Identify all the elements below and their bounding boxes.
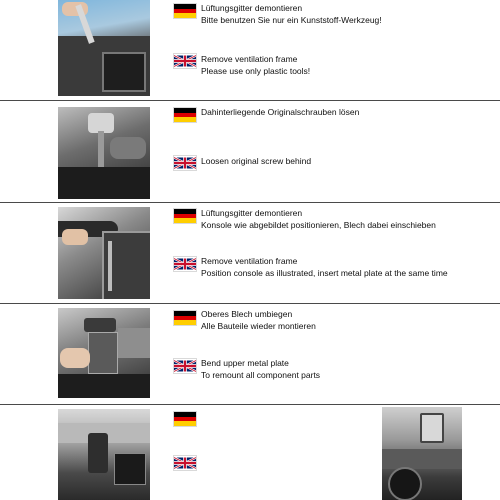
text-line: Bend upper metal plate [201,358,289,368]
step-1-german-text [201,3,382,26]
german-flag-icon [174,4,196,18]
text-line: Remove ventilation frame [201,256,298,266]
step-4-english-text [201,358,320,381]
german-flag-icon [174,311,196,325]
uk-flag-icon [174,156,196,170]
uk-flag-icon [174,257,196,271]
text-line: Lüftungsgitter demontieren [201,208,303,218]
step-1-photo [58,0,150,96]
step-4-german-text [201,309,316,332]
text-line: Oberes Blech umbiegen [201,309,293,319]
german-flag-icon [174,412,196,426]
step-2-german-text [201,107,359,119]
instruction-step-2 [0,101,500,202]
step-5-photo-right [382,407,462,500]
step-2-photo [58,107,150,199]
instruction-step-1 [0,0,500,100]
step-5-photo-left [58,409,150,500]
step-2-english-text [201,156,311,168]
text-line: Position console as illustrated, insert metal plate at the same time [201,267,448,278]
uk-flag-icon [174,456,196,470]
text-line: Alle Bauteile wieder montieren [201,320,316,331]
text-line: To remount all component parts [201,369,321,380]
german-flag-icon [174,209,196,223]
text-line: Please use only plastic tools! [201,65,311,76]
german-flag-icon [174,108,196,122]
step-3-english-text [201,256,448,279]
step-3-german-text [201,208,436,231]
text-line: Konsole wie abgebildet positionieren, Blech dabei einschieben [201,219,436,230]
text-line: Remove ventilation frame [201,54,298,64]
instruction-step-4 [0,304,500,404]
uk-flag-icon [174,54,196,68]
step-3-photo [58,207,150,299]
text-line: Dahinterliegende Originalschrauben lösen [201,107,360,117]
text-line: Lüftungsgitter demontieren [201,3,303,13]
instruction-step-5 [0,405,500,500]
text-line: Loosen original screw behind [201,156,312,166]
uk-flag-icon [174,359,196,373]
instruction-step-3 [0,203,500,303]
step-4-photo [58,308,150,398]
text-line: Bitte benutzen Sie nur ein Kunststoff-Werkzeug! [201,14,382,25]
step-1-english-text [201,54,310,77]
